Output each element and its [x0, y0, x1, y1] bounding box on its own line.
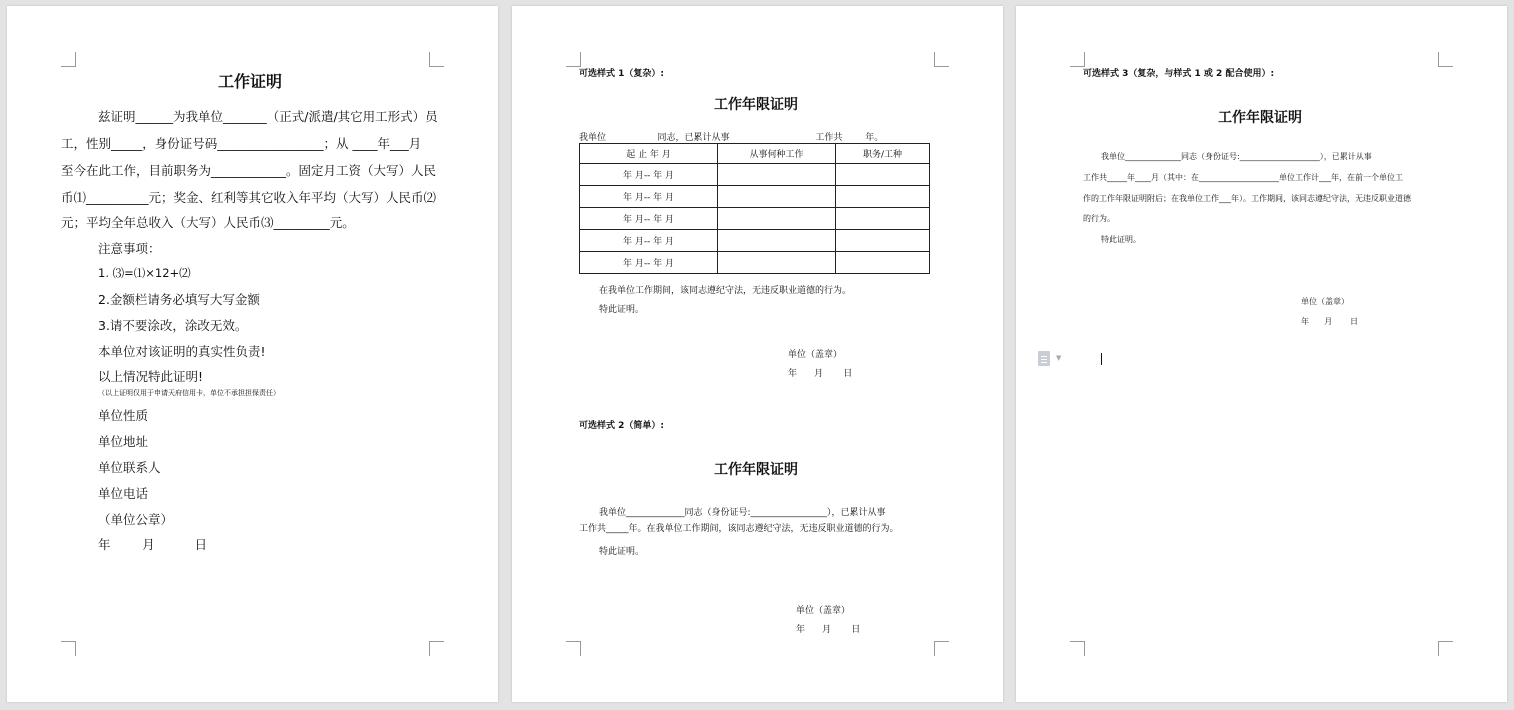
table-cell	[836, 208, 930, 230]
body-line: 元；平均全年总收入（大写）人民币⑶_________元。	[61, 215, 355, 230]
table-cell	[836, 186, 930, 208]
chevron-down-icon[interactable]: ▼	[1056, 354, 1062, 362]
body-line: 作的工作年限证明附后；在我单位工作___年）。工作期间，该同志遵纪守法，无违反职业道德	[1083, 194, 1411, 203]
table-cell	[718, 252, 836, 274]
document-page-1	[7, 6, 498, 702]
body-line: 工作共_____年。在我单位工作期间，该同志遵纪守法，无违反职业道德的行为。	[579, 524, 899, 534]
unit-seal-label: 单位（盖章）	[788, 350, 843, 360]
crop-mark	[934, 52, 949, 67]
note-item: 1. ⑶=⑴×12+⑵	[98, 266, 191, 280]
table-row	[580, 230, 930, 252]
work-history-table	[579, 143, 930, 274]
field-unit-seal: （单位公章）	[98, 512, 174, 527]
table-header-cell: 职务/工种	[836, 144, 930, 164]
crop-mark	[61, 641, 76, 656]
crop-mark	[429, 641, 444, 656]
section-title: 工作年限证明	[1218, 110, 1302, 126]
crop-mark	[1438, 52, 1453, 67]
table-cell	[836, 164, 930, 186]
crop-mark	[1438, 641, 1453, 656]
body-line: 的行为。	[1083, 214, 1115, 223]
table-header-cell: 从事何种工作	[718, 144, 836, 164]
body-line: 兹证明______为我单位_______（正式/派遣/其它用工形式）员	[98, 109, 438, 124]
date-line: 年 月 日	[1301, 317, 1359, 326]
table-row	[580, 164, 930, 186]
style-label: 可选样式 2（简单）:	[579, 421, 664, 431]
table-cell: 年 月-- 年 月	[580, 230, 718, 252]
table-cell: 年 月-- 年 月	[580, 208, 718, 230]
crop-mark	[61, 52, 76, 67]
body-line: 工作共_____年____月（其中：在____________________单位工作计___年，在前一个单位工	[1083, 173, 1403, 182]
style-label: 可选样式 3（复杂，与样式 1 或 2 配合使用）:	[1083, 69, 1275, 79]
page-title: 工作证明	[218, 72, 283, 91]
section-title: 工作年限证明	[714, 462, 798, 478]
table-cell: 年 月-- 年 月	[580, 186, 718, 208]
table-row	[580, 208, 930, 230]
table-cell	[718, 186, 836, 208]
note-item: 3.请不要涂改，涂改无效。	[98, 318, 248, 333]
certify-statement: 特此证明。	[599, 547, 645, 557]
table-cell: 年 月-- 年 月	[580, 164, 718, 186]
table-header-row	[580, 144, 930, 164]
table-cell	[836, 230, 930, 252]
body-line: 工，性别_____，身份证号码_________________；从 ____年___月	[61, 136, 422, 151]
date-line: 年 月 日	[796, 625, 861, 635]
certify-statement: 特此证明。	[599, 305, 645, 315]
field-unit-nature: 单位性质	[98, 408, 149, 423]
table-row	[580, 186, 930, 208]
field-unit-phone: 单位电话	[98, 486, 149, 501]
table-cell	[718, 208, 836, 230]
date-line: 年 月 日	[788, 369, 853, 379]
crop-mark	[1070, 52, 1085, 67]
crop-mark	[429, 52, 444, 67]
document-page-2	[512, 6, 1003, 702]
unit-seal-label: 单位（盖章）	[796, 606, 851, 616]
body-line: 我单位_____________同志（身份证号:_________________），已累计从事	[599, 508, 886, 518]
certify-statement: 以上情况特此证明!	[98, 369, 204, 384]
text-cursor	[1101, 353, 1102, 365]
table-cell	[718, 164, 836, 186]
field-unit-address: 单位地址	[98, 434, 149, 449]
table-cell	[836, 252, 930, 274]
date-line: 年 月 日	[98, 537, 208, 552]
certify-statement: 特此证明。	[1101, 235, 1141, 244]
responsibility-statement: 本单位对该证明的真实性负责!	[98, 344, 266, 359]
section-title: 工作年限证明	[714, 97, 798, 113]
note-item: 2.金额栏请务必填写大写金额	[98, 292, 260, 307]
table-cell: 年 月-- 年 月	[580, 252, 718, 274]
body-line: 至今在此工作，目前职务为____________。固定月工资（大写）人民	[61, 163, 437, 178]
conduct-statement: 在我单位工作期间，该同志遵纪守法，无违反职业道德的行为。	[599, 286, 852, 296]
crop-mark	[566, 52, 581, 67]
body-line: 币⑴__________元；奖金、红利等其它收入年平均（大写）人民币⑵	[61, 190, 437, 205]
style-label: 可选样式 1（复杂）:	[579, 69, 664, 79]
crop-mark	[566, 641, 581, 656]
unit-seal-label: 单位（盖章）	[1301, 297, 1349, 306]
notes-title: 注意事项：	[98, 241, 161, 256]
table-header-cell: 起 止 年 月	[580, 144, 718, 164]
crop-mark	[934, 641, 949, 656]
table-cell	[718, 230, 836, 252]
table-row	[580, 252, 930, 274]
disclaimer: （以上证明仅用于申请天府信用卡，单位不承担担保责任）	[98, 389, 280, 397]
document-page-3	[1016, 6, 1507, 702]
paste-options-icon[interactable]	[1038, 351, 1050, 366]
body-line: 我单位______________同志（身份证号:____________________），已累计从事	[1101, 152, 1372, 161]
crop-mark	[1070, 641, 1085, 656]
intro-line: 我单位 同志，已累计从事 工作共 年。	[579, 133, 884, 143]
field-unit-contact: 单位联系人	[98, 460, 161, 475]
